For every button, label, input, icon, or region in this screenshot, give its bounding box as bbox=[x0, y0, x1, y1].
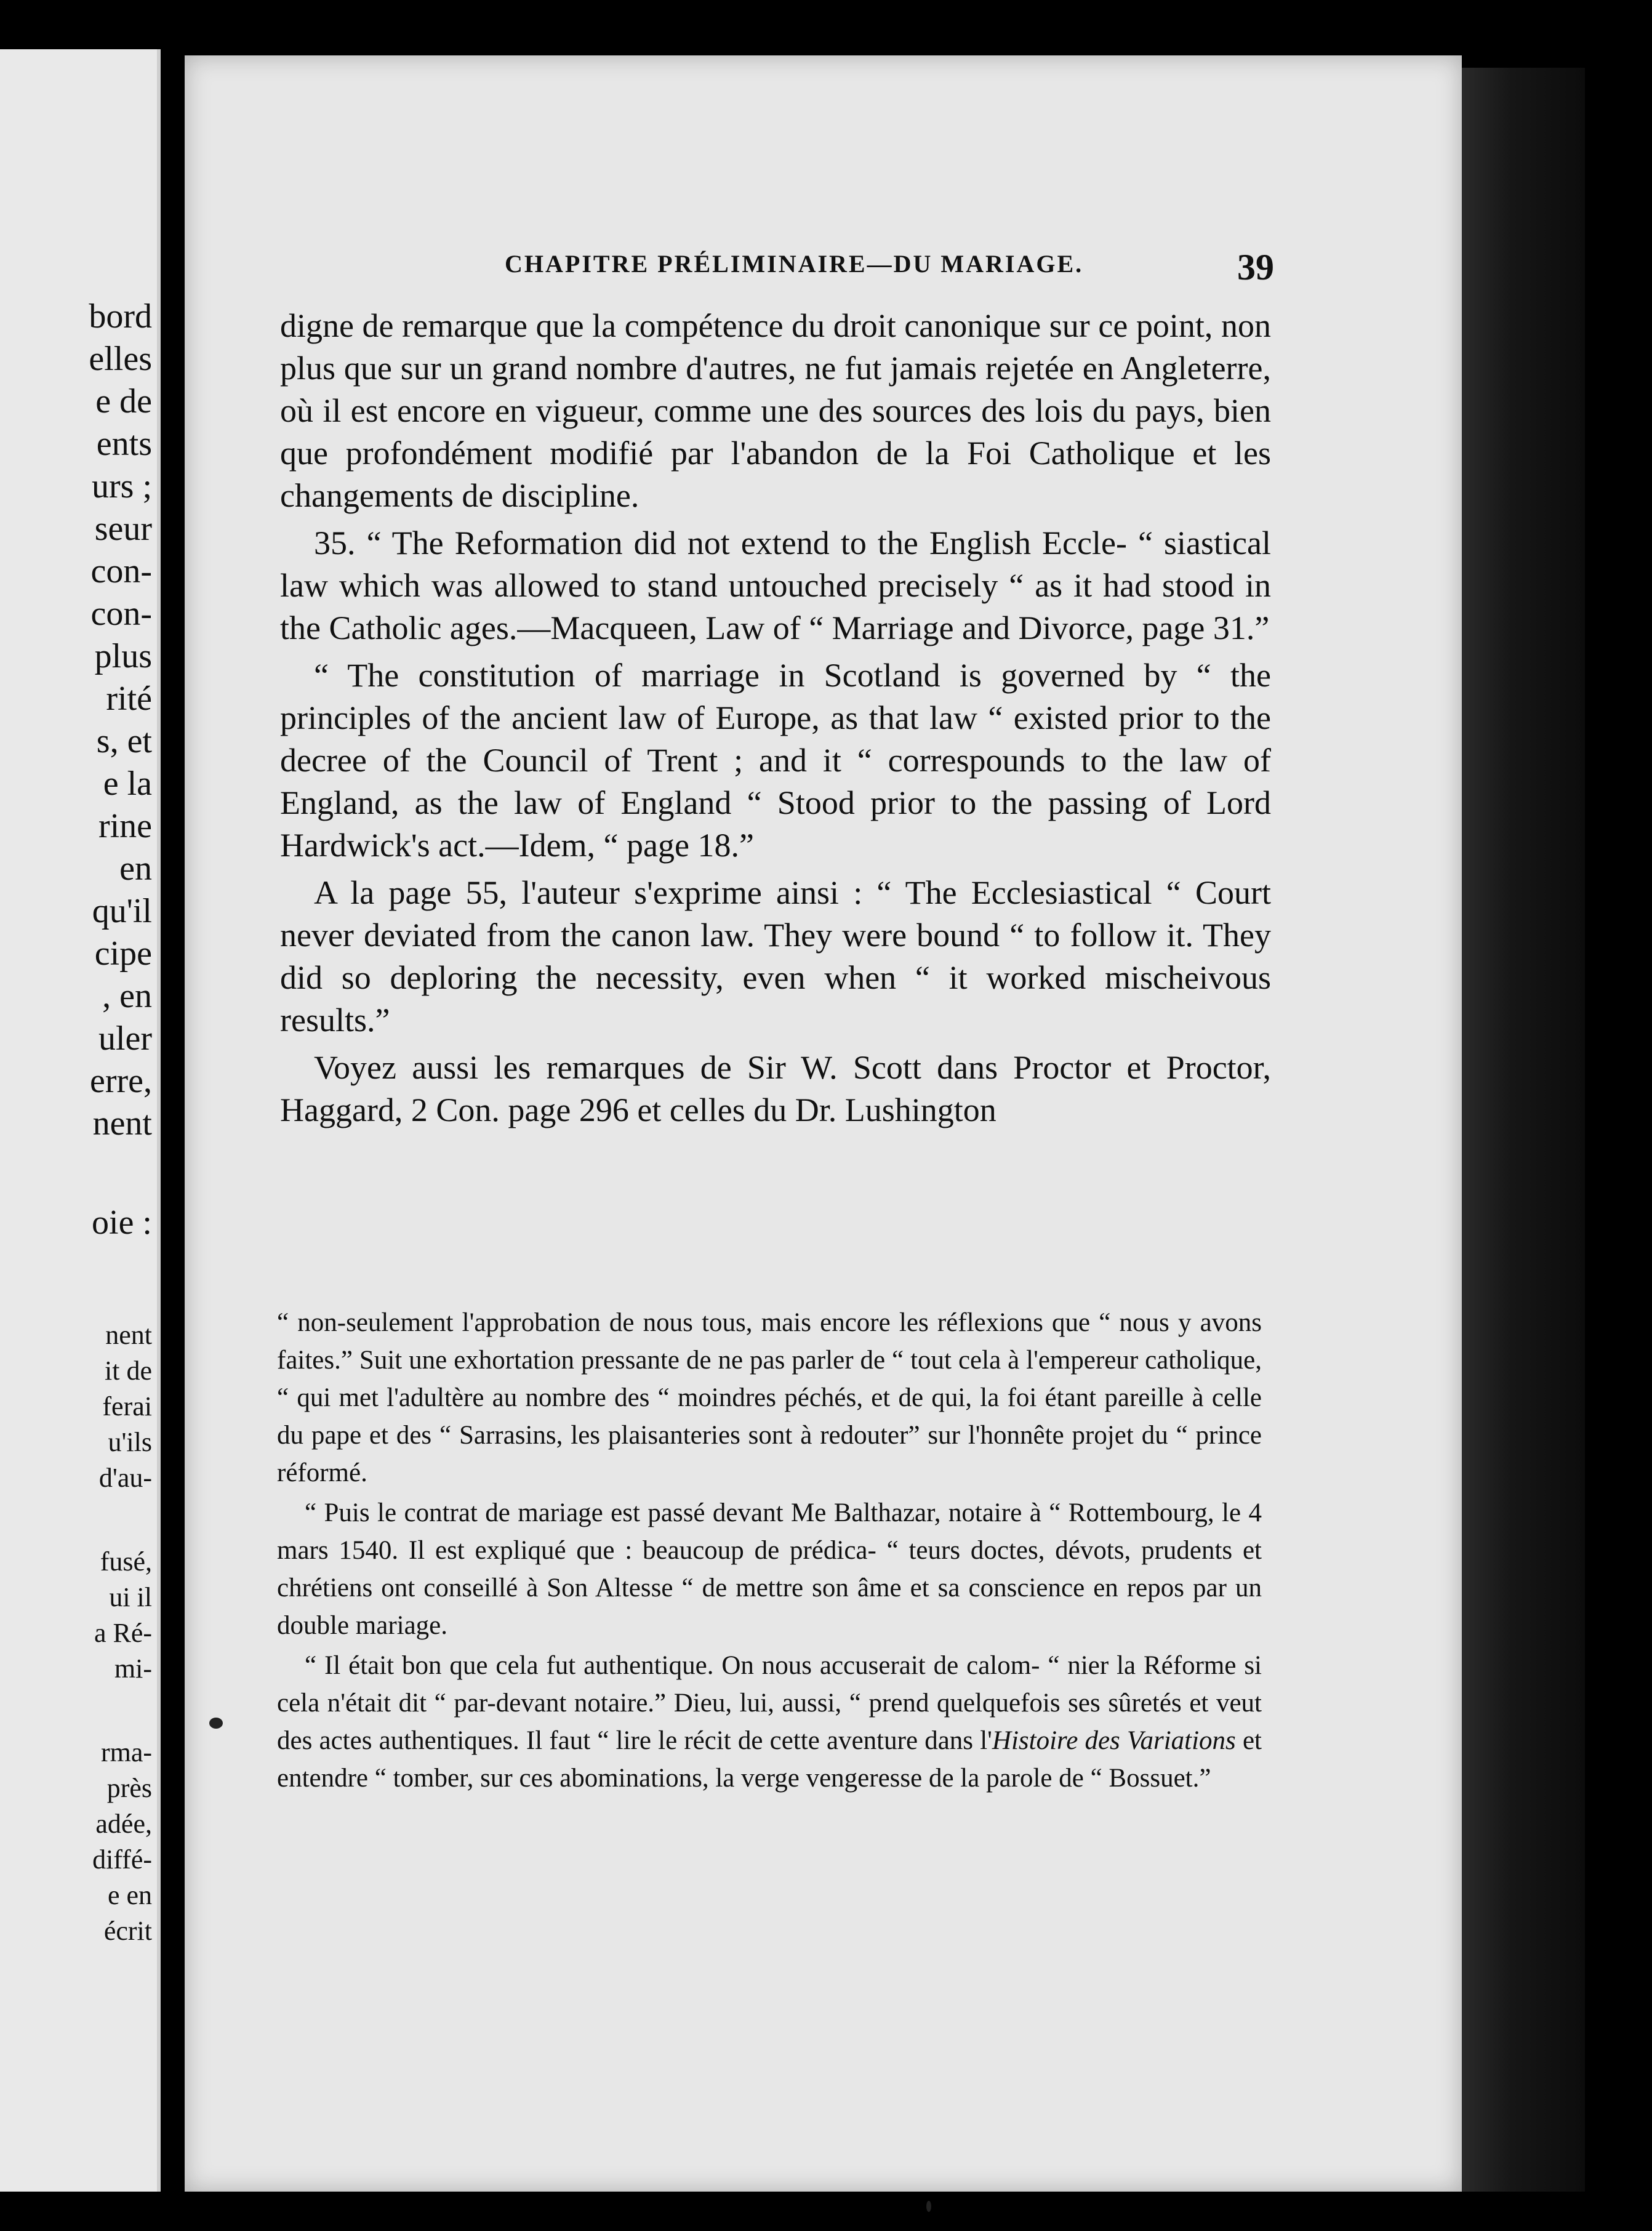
running-head: CHAPITRE PRÉLIMINAIRE—DU MARIAGE. bbox=[505, 250, 1084, 278]
fragment-line: qu'il bbox=[92, 892, 152, 930]
fragment-line: rine bbox=[98, 807, 152, 845]
fragment-line: it de bbox=[105, 1356, 152, 1386]
fragment-line: erre, bbox=[89, 1062, 152, 1100]
previous-page-fragment bbox=[0, 49, 161, 2192]
fragment-line: a Ré- bbox=[94, 1618, 152, 1648]
fragment-line: cipe bbox=[94, 935, 152, 973]
fragment-line: ents bbox=[96, 425, 152, 463]
fragment-line: s, et bbox=[96, 722, 152, 760]
footnote-text: “ Il était bon que cela fut authentique. On nous accuserait de calom- “ nier la Réforme si cela n'était dit “ par-devant notaire.” Dieu, lui, aussi, “ prend quelquefois ses sûretés et veut des actes authentiques. Il faut “ lire le récit de cette aventure dans l' bbox=[277, 1651, 1262, 1755]
paragraph: A la page 55, l'auteur s'exprime ainsi : “ The Ecclesiastical “ Court never deviated from the canon law. They were bound “ to follow it. They did so deploring the necessity, even when “ it worked mischeivous results.” bbox=[280, 874, 1271, 1039]
fragment-line: adée, bbox=[95, 1809, 152, 1839]
paragraph: “ The constitution of marriage in Scotland is governed by “ the principles of the ancient law of Europe, as that law “ existed prior to the decree of the Council of Trent ; and it “ correspounds to the law of England, as the law of England “ Stood prior to the passing of Lord Hardwick's act.—Idem, “ page 18.” bbox=[280, 657, 1271, 864]
fragment-line: uler bbox=[98, 1019, 152, 1058]
paragraph: digne de remarque que la compétence du droit canonique sur ce point, non plus que sur un grand nombre d'autres, ne fut jamais rejetée en Angleterre, où il est encore en vigueur, comme une des sources des lois du pays, bien que profondément modifié par l'abandon de la Foi Catholique et les changements de discipline. bbox=[280, 307, 1271, 514]
fragment-line: oie : bbox=[92, 1204, 152, 1242]
fragment-line: nent bbox=[105, 1320, 152, 1350]
paragraph: 35. “ The Reformation did not extend to the English Eccle- “ siastical law which was allowed to stand untouched precisely “ as it had stood in the Catholic ages.—Macqueen, Law of “ Marriage and Divorce, page 31.” bbox=[280, 525, 1271, 646]
ink-speck bbox=[209, 1718, 223, 1729]
footnote-paragraph: “ Puis le contrat de mariage est passé devant Me Balthazar, notaire à “ Rottembourg, le 4 mars 1540. Il est expliqué que : beaucoup de prédica- “ teurs doctes, dévots, prudents et chrétiens ont conseillé à Son Altesse “ de mettre son âme et sa conscience en repos par un double mariage. bbox=[277, 1498, 1262, 1640]
footnote-text: et entendre “ tomber, sur ces abominations, la verge vengeresse de la parole de “ Bossuet.” bbox=[277, 1726, 1262, 1793]
book-title-italic: Histoire des Variations bbox=[992, 1726, 1236, 1755]
fragment-line: diffé- bbox=[92, 1844, 152, 1875]
fragment-line: plus bbox=[94, 637, 152, 675]
fragment-line: e de bbox=[95, 382, 152, 420]
fragment-line: ferai bbox=[102, 1391, 152, 1421]
paragraph: Voyez aussi les remarques de Sir W. Scott dans Proctor et Proctor, Haggard, 2 Con. page 296 et celles du Dr. Lushington bbox=[280, 1049, 1271, 1128]
fragment-line: con- bbox=[90, 552, 152, 590]
fragment-line: d'au- bbox=[98, 1463, 152, 1493]
previous-page-text-upper bbox=[89, 295, 152, 1244]
fragment-line: elles bbox=[89, 340, 152, 378]
fragment-line: seur bbox=[94, 510, 152, 548]
fragment-line: ui il bbox=[109, 1582, 152, 1612]
fragment-line: rité bbox=[106, 680, 152, 718]
ink-speck bbox=[926, 2201, 931, 2212]
fragment-line: urs ; bbox=[92, 467, 152, 505]
fragment-line: rma- bbox=[100, 1737, 152, 1767]
fragment-line: e en bbox=[107, 1880, 152, 1910]
fragment-line: nent bbox=[92, 1104, 152, 1143]
binding-edge bbox=[1462, 68, 1585, 2192]
fragment-line: près bbox=[106, 1773, 152, 1803]
footnote-paragraph bbox=[277, 1647, 1262, 1797]
fragment-line: u'ils bbox=[108, 1427, 152, 1457]
fragment-line: mi- bbox=[114, 1654, 152, 1684]
fragment-line: en bbox=[119, 850, 152, 888]
fragment-line: e la bbox=[103, 765, 152, 803]
fragment-line: écrit bbox=[103, 1916, 152, 1946]
footnote bbox=[277, 1304, 1262, 1797]
page-number: 39 bbox=[1237, 247, 1274, 287]
fragment-line: , en bbox=[102, 977, 152, 1015]
footnote-paragraph: “ non-seulement l'approbation de nous tous, mais encore les réflexions que “ nous y avons faites.” Suit une exhortation pressante de ne pas parler de “ tout cela à l'empereur catholique, “ qui met l'adultère au nombre des “ moindres péchés, et de qui, la foi étant pareille à celle du pape et des “ Sarrasins, les plaisanteries sont à redouter” sur l'honnête projet du “ prince réformé. bbox=[277, 1308, 1262, 1487]
body-text bbox=[280, 305, 1271, 1132]
previous-page-text-lower bbox=[92, 1317, 152, 1949]
fragment-line: con- bbox=[90, 595, 152, 633]
fragment-line: bord bbox=[89, 297, 152, 336]
fragment-line: fusé, bbox=[100, 1546, 152, 1577]
